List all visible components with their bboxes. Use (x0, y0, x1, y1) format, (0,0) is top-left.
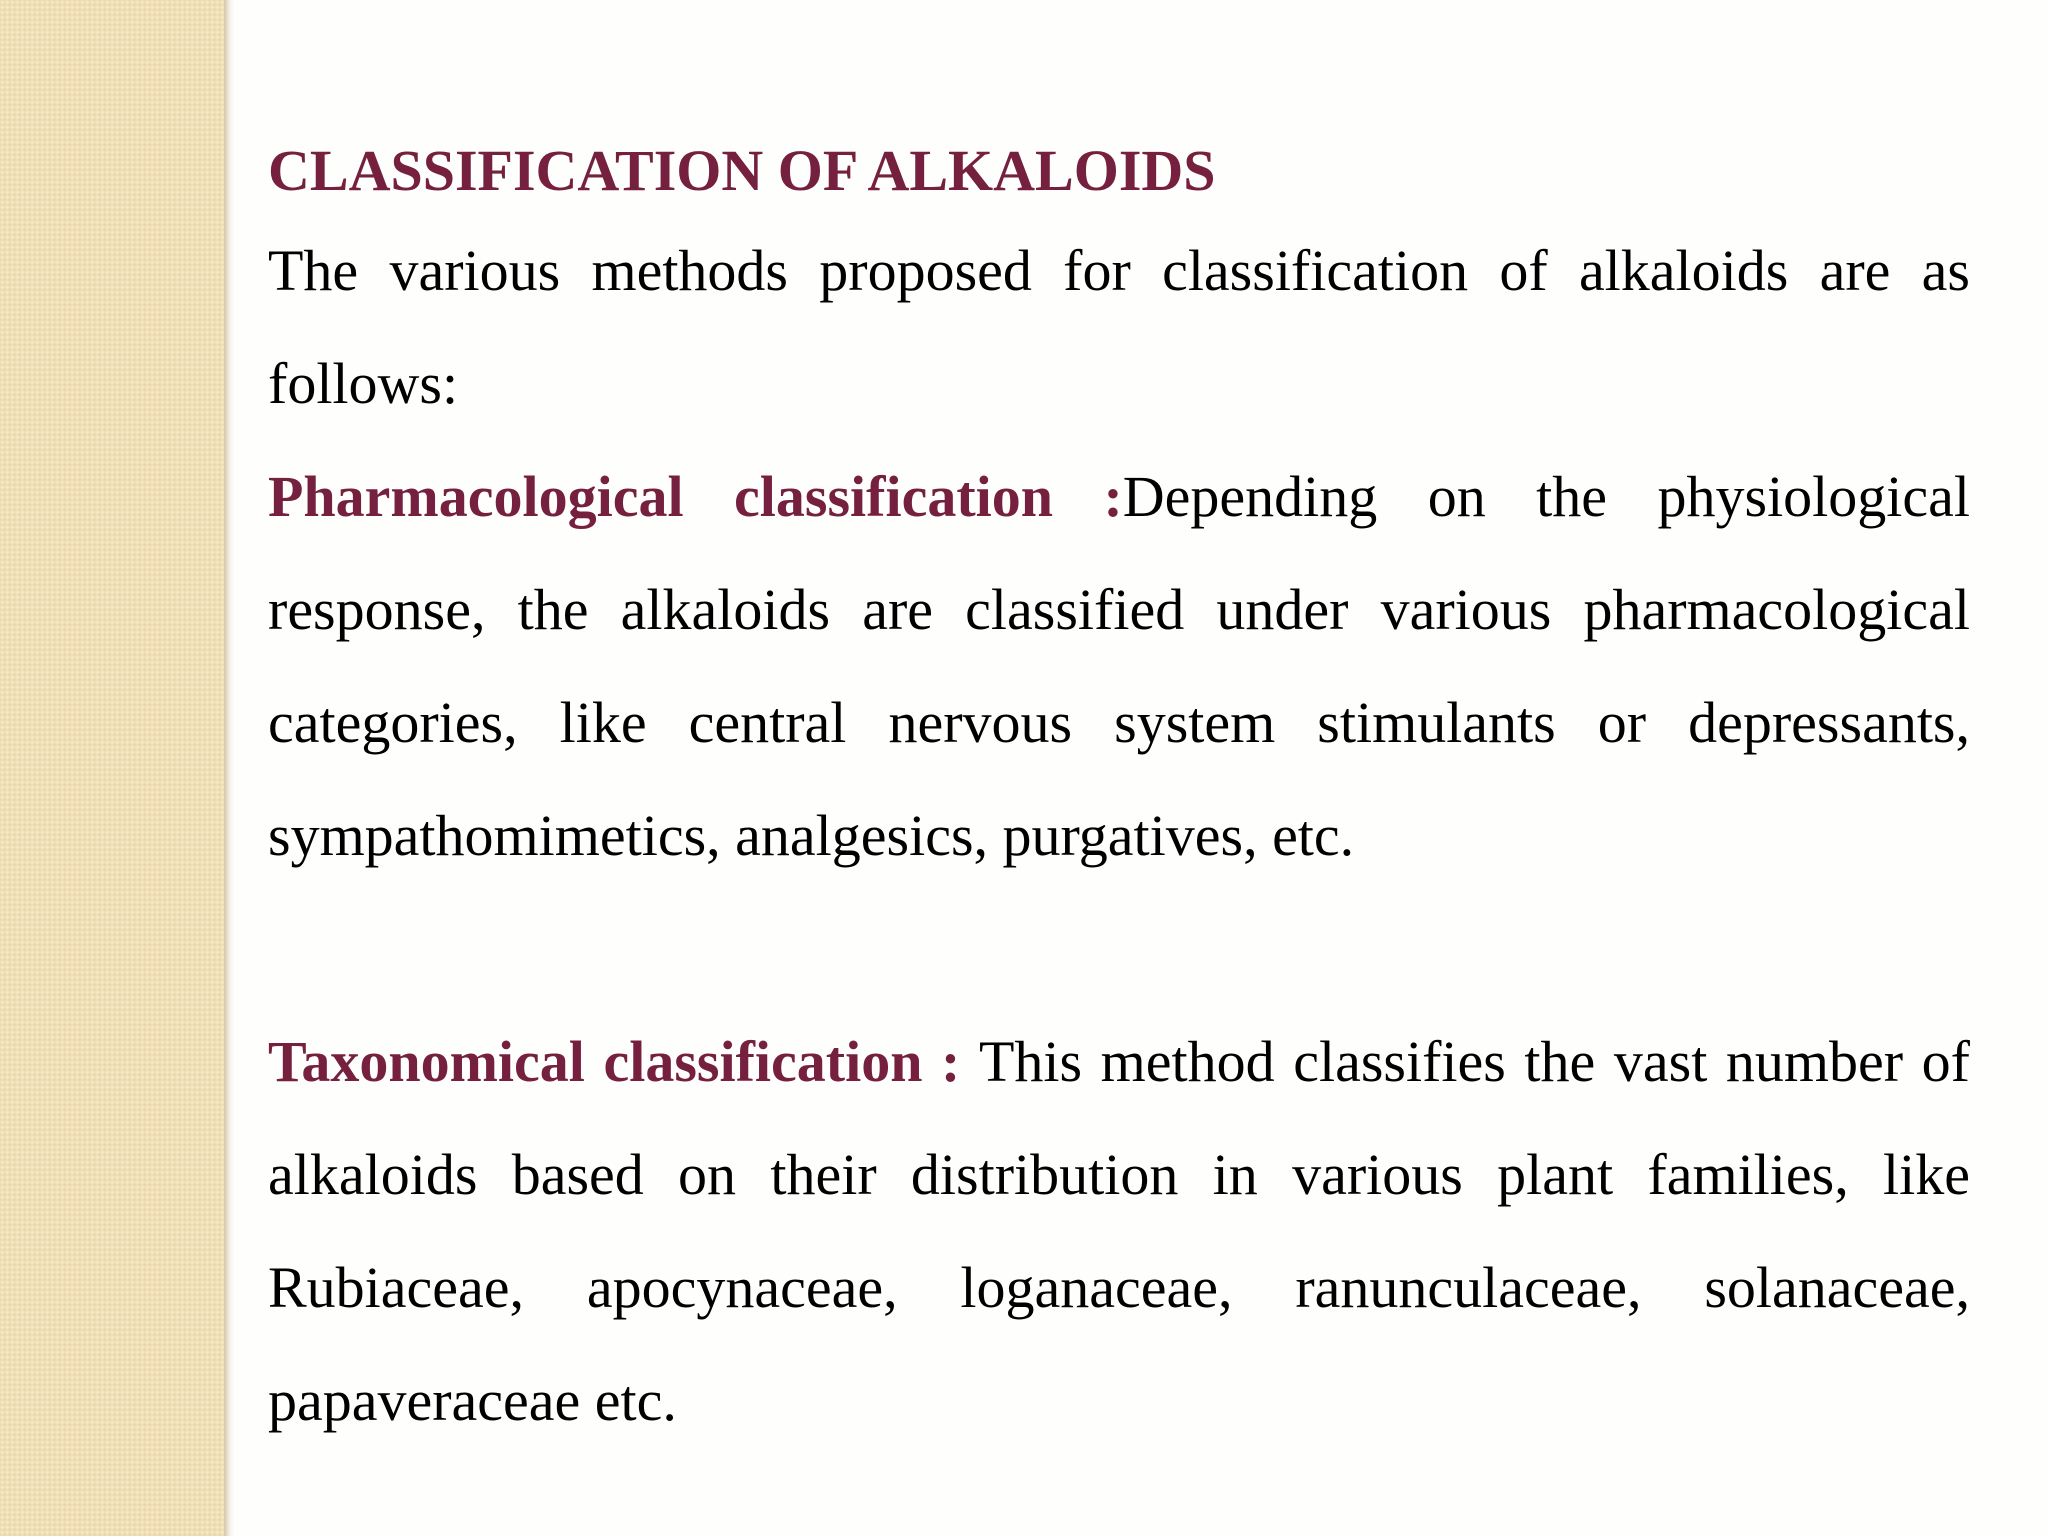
side-band-edge (224, 0, 234, 1536)
decorative-side-band (0, 0, 224, 1536)
pharmacological-paragraph (268, 440, 1970, 892)
slide-content (268, 128, 1970, 1457)
paragraph-spacer (268, 892, 1970, 1005)
taxonomical-paragraph (268, 1005, 1970, 1457)
pharmacological-term: Pharmacological classification : (268, 464, 1123, 529)
pharmacological-text: Depending on the physiological response, the alkaloids are classified under various pharmacological categories, like central nervous system stimulants or depressants, sympathomimetics, analgesics, purgatives, etc. (268, 464, 1971, 868)
taxonomical-term: Taxonomical classification : (268, 1029, 979, 1094)
slide-heading: CLASSIFICATION OF ALKALOIDS (268, 138, 1216, 203)
intro-paragraph: The various methods proposed for classification of alkaloids are as follows: (268, 238, 1970, 416)
taxonomical-text: This method classifies the vast number of alkaloids based on their distribution in various plant families, like Rubiaceae, apocynaceae, loganaceae, ranunculaceae, solanaceae, papaveraceae etc. (268, 1029, 1970, 1433)
